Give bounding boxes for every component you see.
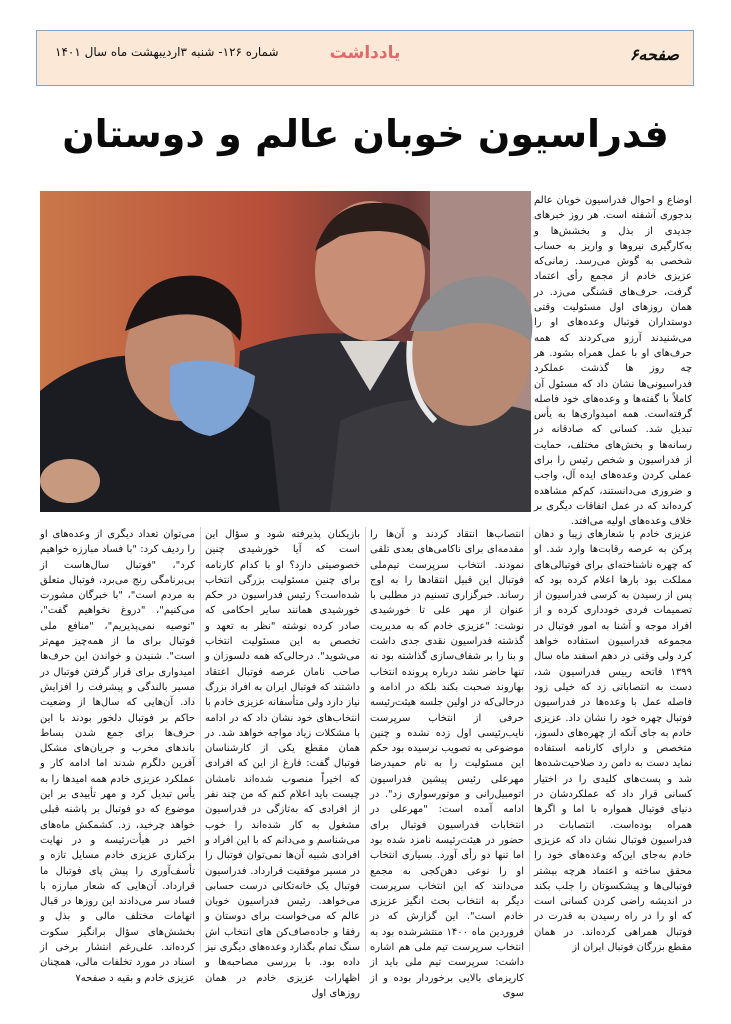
article-column-1: عزیزی خادم با شعارهای زیبا و دهان پرکن به عرصه رقابت‌ها وارد شد. او که چهره ناشناخته‌ای برای فوتبالی‌های مملکت بود بارها اعلام کرده بود که پس از رسیدن به کرسی فدراسیون از تصمیمات فردی خودداری کرده و از افراد موجه و آشنا به امور فوتبال در مجموعه فدراسیون استفاده خواهد کرد ولی وقتی در دهم اسفند ماه سال ۱۳۹۹ فاتحه رییس فدراسیون شد، دست به انتصاباتی زد که خیلی زود فاصله عمل با وعده‌ها در فدراسیون فوتبال چهره خود را نشان داد. عزیزی خادم به جای آنکه از چهره‌های دلسوز، متخصص و دارای کارنامه استفاده نماید دست به دامن رد صلاحیت‌شده‌ها شد و پست‌های کلیدی را در اختیار کسانی قرار داد که عملکردشان در دنیای فوتبال همواره با اما و اگرها همراه بوده‌است. انتصابات در فدراسیون فوتبال نشان داد که عزیزی خادم به‌جای این‌که وعده‌های خود را محقق ساخته و اعتماد هرچه بیشتر فوتبالی‌ها و پیشکسوتان را جلب بکند در اندیشه راضی کردن کسانی است که او را در راه رسیدن به قدرت در فوتبال همراهی کرده‌اند. در همان مقطع بزرگان فوتبال ایران از bbox=[534, 529, 692, 954]
headline: فدراسیون خوبان عالم و دوستان bbox=[62, 112, 669, 156]
article-column-1-top: اوضاع و احوال فدراسیون خوبان عالم بدجوری آشفته است. هر روز خبرهای جدیدی از بذل و بخشش‌ها و به‌کارگیری نیروها و واریز به حساب شخصی به گوش می‌رسد. زمانی‌که عزیزی خادم از مجمع رأی اعتماد گرفت، حرف‌های قشنگی می‌زد. در همان روزهای اول مسئولیت وقتی دوستداران فوتبال وعده‌های او را می‌شنیدند آرزو می‌کردند که همه حرف‌های او با عمل همراه بشود. هر چه روز ها گذشت عملکرد فدراسیونی‌ها نشان داد که مسئول آن کاملاً با گفته‌ها و وعده‌های خود فاصله گرفته‌است. همه امیدواری‌ها به یأس تبدیل شد. کسانی که صادقانه در رسانه‌ها و بخش‌های مختلف، حمایت از فدراسیون و شخص رئیس را برای عملی کردن وعده‌های ایده آل، واجب و ضروری می‌دانستند، کم‌کم مشاهده کرده‌اند که در عمل اتفاقات دیگری بر خلاف وعده‌های اولیه می‌افتد. bbox=[534, 195, 692, 528]
article-column-3: بازیکنان پذیرفته شود و سؤال این است که آیا خورشیدی چنین خصوصیتی دارد؟ او با کدام کارنامه برای چنین مسئولیت بزرگی انتخاب شده‌است؟ رئیس فدراسیون در حکم خورشیدی همانند سایر احکامی که صادر کرده نوشته "نظر به تعهد و تخصص به این مسئولیت انتخاب می‌شوید". درحالی‌که همه دلسوزان و صاحب نامان عرصه فوتبال اعتقاد داشتند که فوتبال ایران به افراد بزرگ نیاز دارد ولی متأسفانه عزیزی خادم با انتخاب‌های خود نشان داد که در ادامه با مشکلات زیاد مواجه خواهد شد. در همان مقطع یکی از کارشناسان فوتبال گفت: فارغ از این که افرادی که اخیراً منصوب شده‌اند نامشان چیست باید اعلام کنم که من چند نفر از افرادی که به‌تازگی در فدراسیون مشغول به کار شده‌اند را خوب می‌شناسم و می‌دانم که با این افراد و افرادی شبیه آن‌ها نمی‌توان فوتبال را در مسیر موفقیت قرارداد. فدراسیون فوتبال یک خانه‌تکانی درست حسابی می‌خواهد. رئیس فدراسیون خوبان عالم که می‌خواست برای دوستان و رفقا و جاده‌صاف‌کن های انتخاب اش سنگ تمام بگذارد وعده‌های دیگری نیز داده بود. با بررسی مصاحبه‌ها و اظهارات عزیزی خادم در همان روزهای اول bbox=[205, 529, 360, 999]
article-column-4: می‌توان تعداد دیگری از وعده‌های او را ردیف کرد: "با فساد مبارزه خواهیم کرد"، "فوتبال سال‌هاست از بی‌برنامگی رنج می‌برد، فوتبال متعلق به مردم است"، "با خبرگان مشورت می‌کنیم"، "دروغ نخواهیم گفت"، "توصیه نمی‌پذیریم"، "منافع ملی فوتبال برای ما از همه‌چیز مهم‌تر است". شنیدن و خواندن این حرف‌ها امیدواری برای قرار گرفتن فوتبال در مسیر بالندگی و پیشرفت را افزایش داد. آن‌هایی که سال‌ها از وضعیت حاکم بر فوتبال دلخور بودند با این حرف‌ها برای جمع شدن بساط باندهای مخرب و جریان‌های مشکل آفرین دلگرم شدند اما ادامه کار و عملکرد عزیزی خادم همه امیدها را به یأس تبدیل کرد و مهر تأییدی بر این موضوع که دو فوتبال بر پاشنه قبلی خواهد چرخید، زد. کشمکش ماه‌های اخیر در هیأت‌رئیسه و در نهایت برکناری عزیزی خادم مسایل تازه و تأسف‌آوری را پیش پای فوتبال ما قرارداد. آن‌هایی که شعار مبارزه با فساد سر می‌دادند این روزها در قبال اتهامات مختلف مالی و بذل و بخشش‌های سؤال برانگیز سکوت کرده‌اند. علی‌رغم انتشار برخی از اسناد در مورد تخلفات مالی، همچنان عزیزی خادم و بقیه د صفحه۷ bbox=[40, 529, 195, 984]
column-divider bbox=[365, 527, 366, 952]
column-divider bbox=[200, 527, 201, 952]
section-title: یادداشت bbox=[329, 43, 401, 63]
article-photo bbox=[40, 191, 531, 512]
page-number: صفحه۶ bbox=[629, 45, 679, 64]
page-header bbox=[36, 30, 694, 86]
issue-info: شماره ۱۲۶- شنبه ۳اردیبهشت ماه سال ۱۴۰۱ bbox=[55, 45, 279, 59]
column-divider bbox=[529, 527, 530, 952]
article-column-2: انتصاب‌ها انتقاد کردند و آن‌ها را مقدمه‌ای برای ناکامی‌های بعدی تلقی نمودند. انتخاب سرپرست تیم‌ملی فوتبال این قبیل انتقادها را به اوج رساند. خبرگزاری تسنیم در مطلبی با عنوان از مهر علی تا خورشیدی نوشت: "عزیزی خادم که به مدیریت گذشته فدراسیون نقدی جدی داشت و بنا را بر شفاف‌سازی گذاشته بود نه تنها حاضر نشد درباره پرونده انتخاب بهاروند صحبت بکند بلکه در ادامه و درحالی‌که در اولین جلسه هیئت‌رئیسه حرفی از انتخاب سرپرست نایب‌رئیسی اول زده نشده و چنین موضوعی به تصویب نرسیده بود حکم این مسئولیت را به نام حمیدرضا مهرعلی رئیس پیشین فدراسیون اتومبیل‌رانی و موتورسواری زد". در ادامه آمده است: "مهرعلی در انتخابات فدراسیون فوتبال برای حضور در هیئت‌رئیسه نامزد شده بود اما تنها دو رأی آورد. بسیاری انتخاب او را نوعی دهن‌کجی به مجمع می‌دانند که این انتخاب سرپرست دیگر به انتخاب بحث انگیز عزیزی خادم است". این گزارش که در فروردین ماه ۱۴۰۰ منتشرشده بود به انتخاب سرپرست تیم ملی هم اشاره داشت: سرپرست تیم ملی باید از کاریزمای بالایی برخوردار بوده و از سوی bbox=[370, 529, 525, 999]
photo-men-hugging-icon bbox=[40, 191, 531, 512]
